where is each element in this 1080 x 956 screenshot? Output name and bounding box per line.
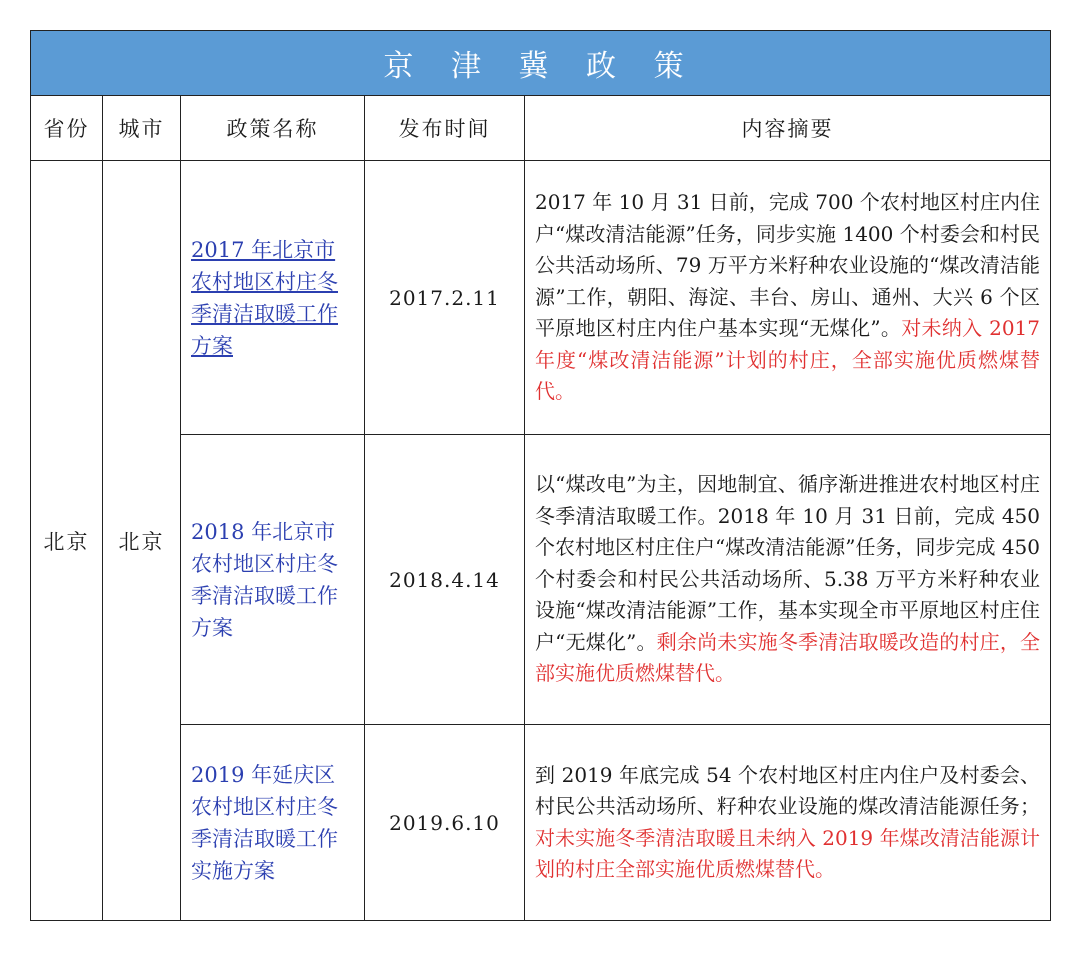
policy-table-container xyxy=(30,30,1050,921)
policy-table xyxy=(30,30,1051,921)
policy-name-cell xyxy=(181,161,365,435)
header-policy-name: 政策名称 xyxy=(181,96,365,161)
header-city: 城市 xyxy=(103,96,181,161)
summary-text: 到 2019 年底完成 54 个农村地区村庄内住户及村委会、村民公共活动场所、籽种农业设施的煤改清洁能源任务； xyxy=(535,762,1040,818)
table-row xyxy=(31,161,1051,435)
summary-highlight: 对未实施冬季清洁取暖且未纳入 2019 年煤改清洁能源计划的村庄全部实施优质燃煤替代。 xyxy=(535,825,1040,881)
city-cell: 北京 xyxy=(103,161,181,921)
summary-cell xyxy=(525,161,1051,435)
publish-date-cell: 2018.4.14 xyxy=(365,435,525,725)
table-row xyxy=(31,435,1051,725)
summary-highlight: 剩余尚未实施冬季清洁取暖改造的村庄，全部实施优质燃煤替代。 xyxy=(535,629,1041,686)
policy-link-2019[interactable]: 2019 年延庆区农村地区村庄冬季清洁取暖工作实施方案 xyxy=(191,762,338,883)
summary-text: 2017 年 10 月 31 日前，完成 700 个农村地区村庄内住户“煤改清洁能源”任务，同步实施 1400 个村委会和村民公共活动场所、79 万平方米籽种农业设施的“煤改清洁能源”工作，朝阳、海淀、丰台、房山、通州、大兴 6 个区平原地区村庄内住户基本实现“无煤化”。 xyxy=(535,190,1040,341)
policy-link-2017[interactable]: 2017 年北京市农村地区村庄冬季清洁取暖工作方案 xyxy=(191,237,338,358)
header-publish-date: 发布时间 xyxy=(365,96,525,161)
table-title: 京 津 冀 政 策 xyxy=(31,31,1051,96)
table-row xyxy=(31,725,1051,921)
policy-link-2018[interactable]: 2018 年北京市农村地区村庄冬季清洁取暖工作方案 xyxy=(191,519,338,640)
publish-date-cell: 2017.2.11 xyxy=(365,161,525,435)
header-province: 省份 xyxy=(31,96,103,161)
province-cell: 北京 xyxy=(31,161,103,921)
publish-date-cell: 2019.6.10 xyxy=(365,725,525,921)
summary-highlight: 对未纳入 2017 年度“煤改清洁能源”计划的村庄，全部实施优质燃煤替代。 xyxy=(535,316,1040,404)
summary-cell xyxy=(525,435,1051,725)
header-summary: 内容摘要 xyxy=(525,96,1051,161)
policy-name-cell xyxy=(181,725,365,921)
summary-cell xyxy=(525,725,1051,921)
summary-text: 以“煤改电”为主，因地制宜、循序渐进推进农村地区村庄冬季清洁取暖工作。2018 年 10 月 31 日前，完成 450 个农村地区村庄住户“煤改清洁能源”任务，同步完成 450 个村委会和村民公共活动场所、5.38 万平方米籽种农业设施“煤改清洁能源”工作，基本实现全市平原地区村庄住户“无煤化”。 xyxy=(535,472,1040,654)
policy-name-cell xyxy=(181,435,365,725)
